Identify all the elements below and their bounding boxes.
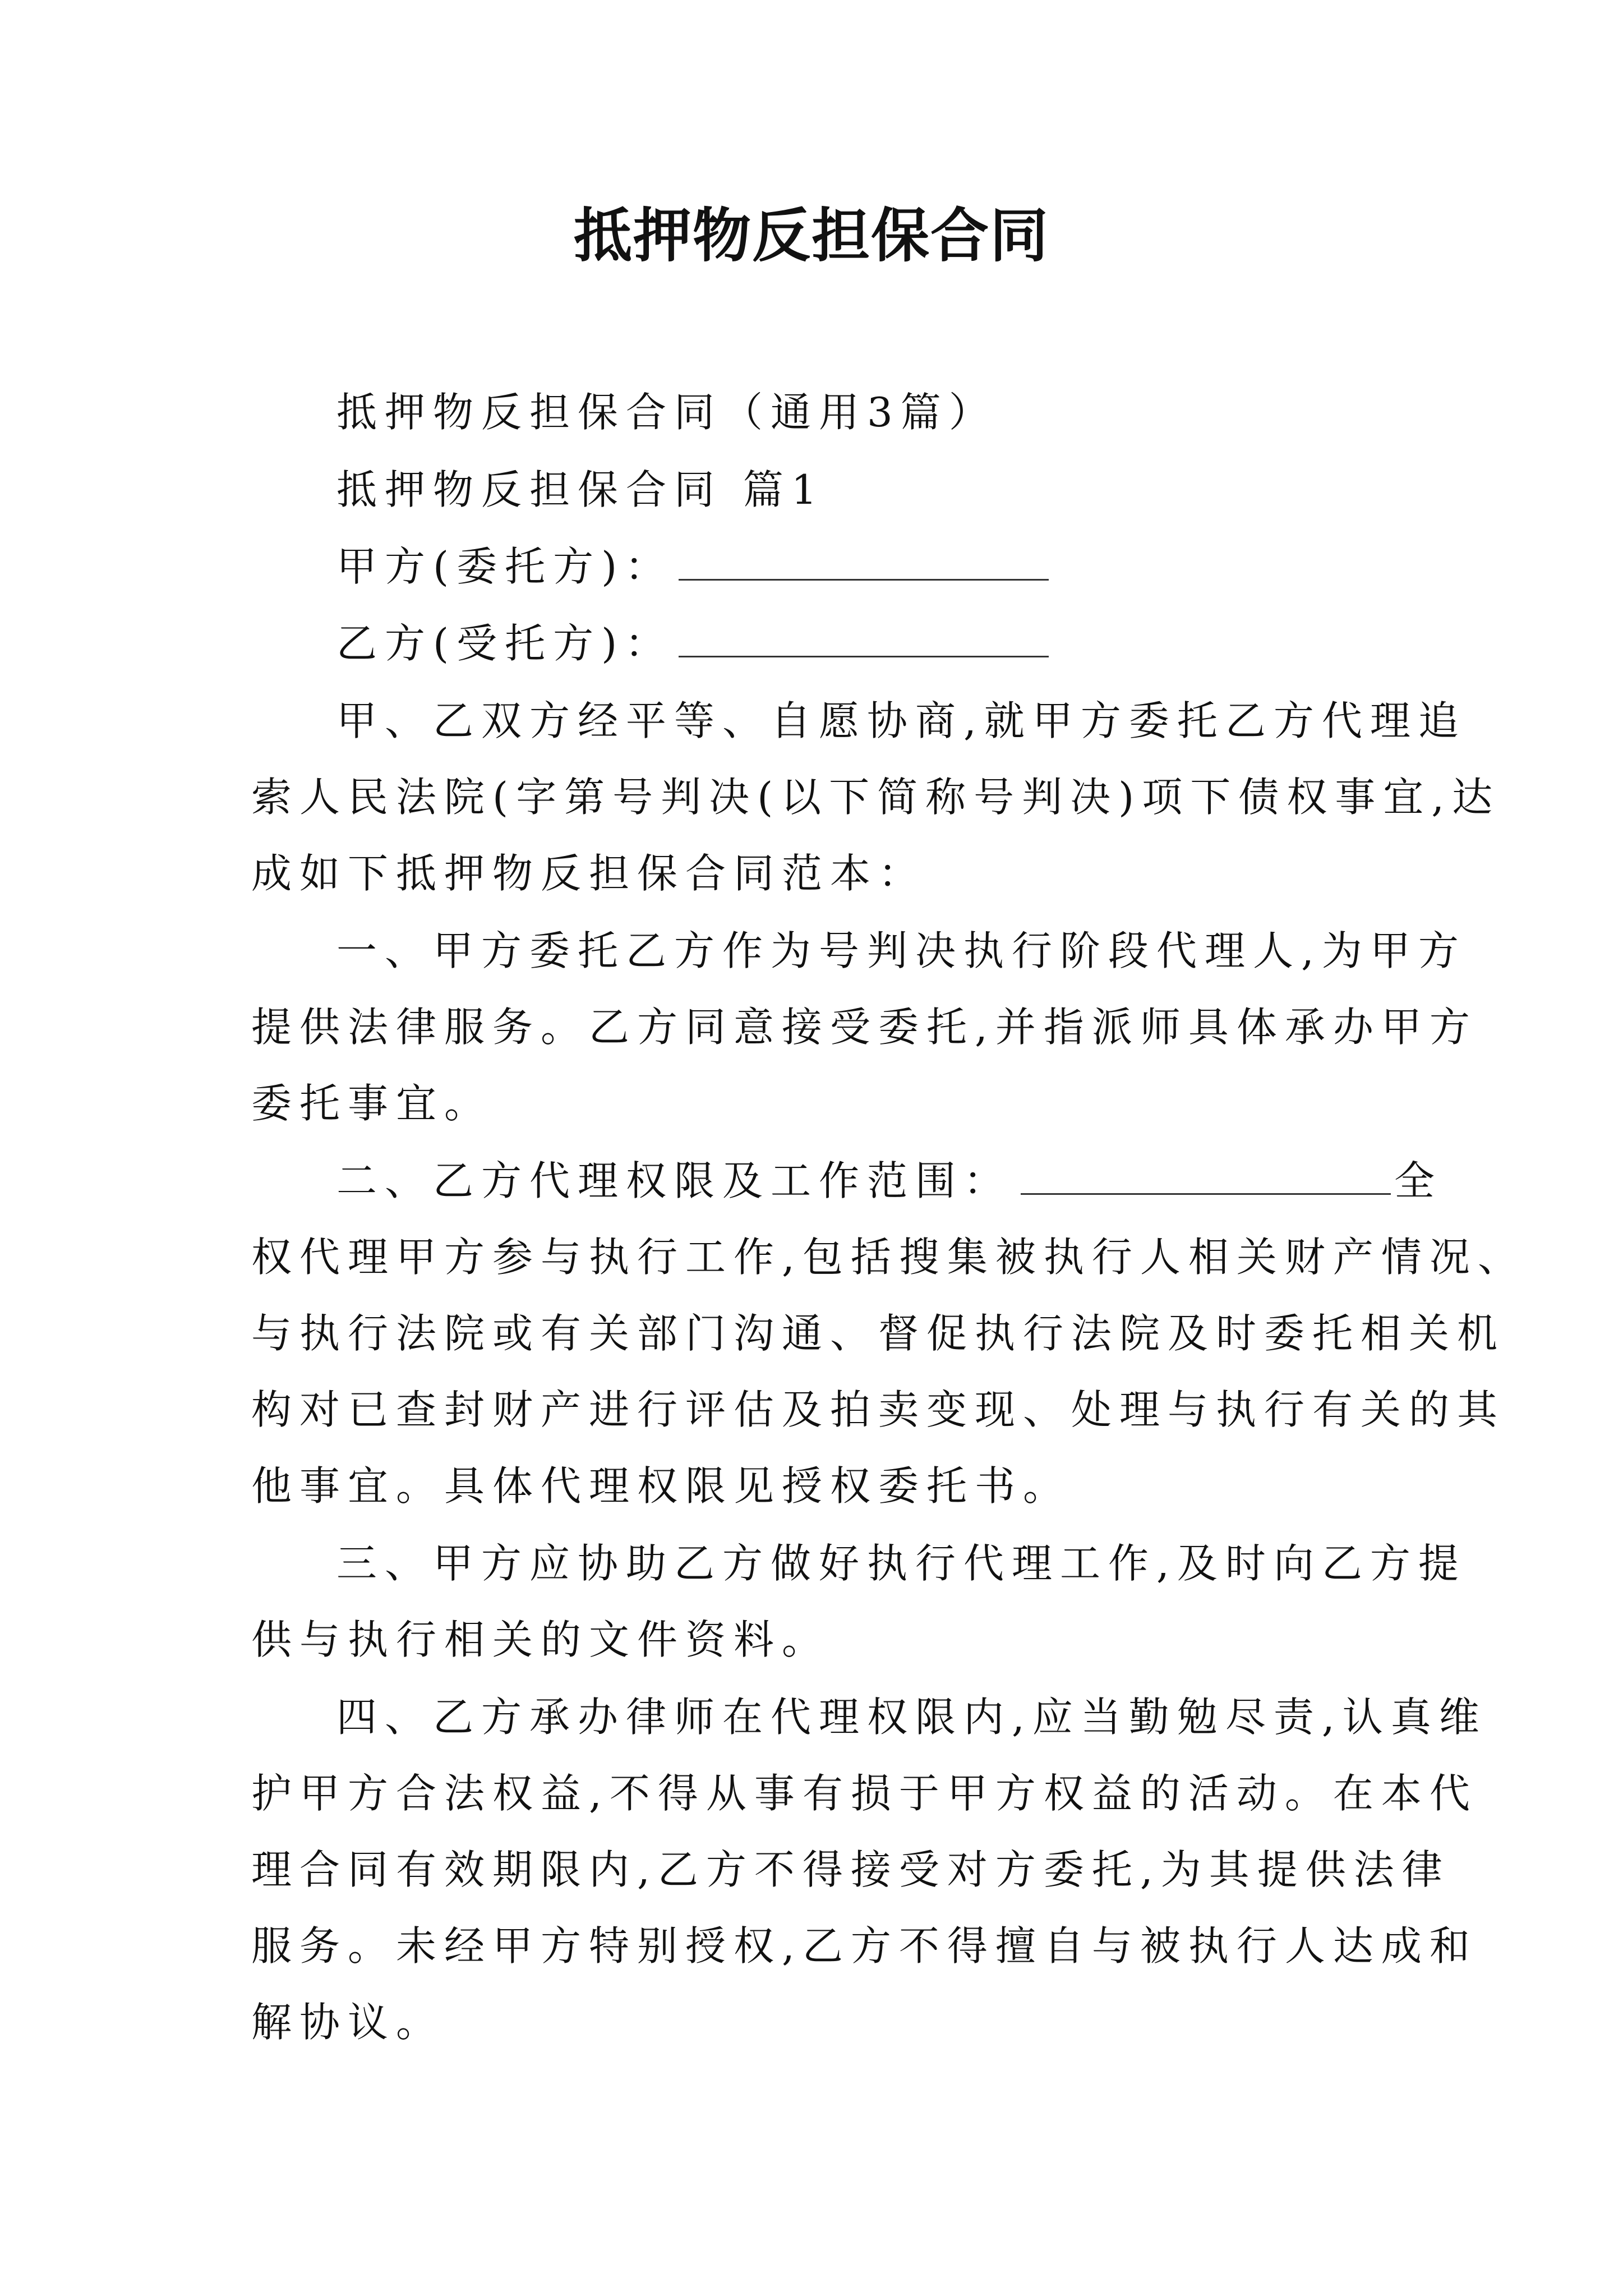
scope-label: 二、乙方代理权限及工作范围： <box>336 1157 1012 1204</box>
paragraph-line: 他事宜。具体代理权限见授权委托书。 <box>251 1462 1072 1510</box>
document-title: 抵押物反担保合同 <box>573 201 1049 270</box>
paragraph-line: 一、甲方委托乙方作为号判决执行阶段代理人,为甲方 <box>336 927 1467 974</box>
party-b-blank-field[interactable] <box>679 654 1049 657</box>
paragraph-line: 与执行法院或有关部门沟通、督促执行法院及时委托相关机 <box>251 1310 1506 1357</box>
scope-blank-field[interactable] <box>1021 1191 1391 1195</box>
paragraph-line: 解协议。 <box>251 1999 445 2046</box>
document-subtitle: 抵押物反担保合同（通用3篇） <box>336 389 997 436</box>
paragraph-line: 四、乙方承办律师在代理权限内,应当勤勉尽责,认真维 <box>336 1694 1487 1741</box>
paragraph-line: 三、甲方应协助乙方做好执行代理工作,及时向乙方提 <box>336 1540 1467 1587</box>
scope-row <box>336 1150 1442 1212</box>
paragraph-line: 甲、乙双方经平等、自愿协商,就甲方委托乙方代理追 <box>336 697 1467 744</box>
party-b-label: 乙方(受托方)： <box>336 620 674 667</box>
paragraph-line: 构对已查封财产进行评估及拍卖变现、处理与执行有关的其 <box>251 1386 1506 1433</box>
paragraph-line: 服务。未经甲方特别授权,乙方不得擅自与被执行人达成和 <box>251 1922 1478 1970</box>
paragraph-line: 供与执行相关的文件资料。 <box>251 1616 831 1663</box>
section-heading: 抵押物反担保合同 篇1 <box>336 466 825 513</box>
paragraph-line: 索人民法院(字第号判决(以下简称号判决)项下债权事宜,达 <box>251 774 1501 821</box>
paragraph-line: 提供法律服务。乙方同意接受委托,并指派师具体承办甲方 <box>251 1004 1478 1051</box>
party-a-label: 甲方(委托方)： <box>336 543 674 590</box>
party-a-blank-field[interactable] <box>679 577 1049 581</box>
paragraph-line: 委托事宜。 <box>251 1080 493 1127</box>
party-a-row <box>336 536 1049 597</box>
paragraph-line: 权代理甲方参与执行工作,包括搜集被执行人相关财产情况、 <box>251 1234 1526 1281</box>
party-b-row <box>336 613 1049 674</box>
paragraph-line: 成如下抵押物反担保合同范本： <box>251 850 927 897</box>
paragraph-line: 理合同有效期限内,乙方不得接受对方委托,为其提供法律 <box>251 1846 1450 1893</box>
scope-tail: 全 <box>1394 1157 1443 1204</box>
paragraph-line: 护甲方合法权益,不得从事有损于甲方权益的活动。在本代 <box>251 1770 1478 1817</box>
